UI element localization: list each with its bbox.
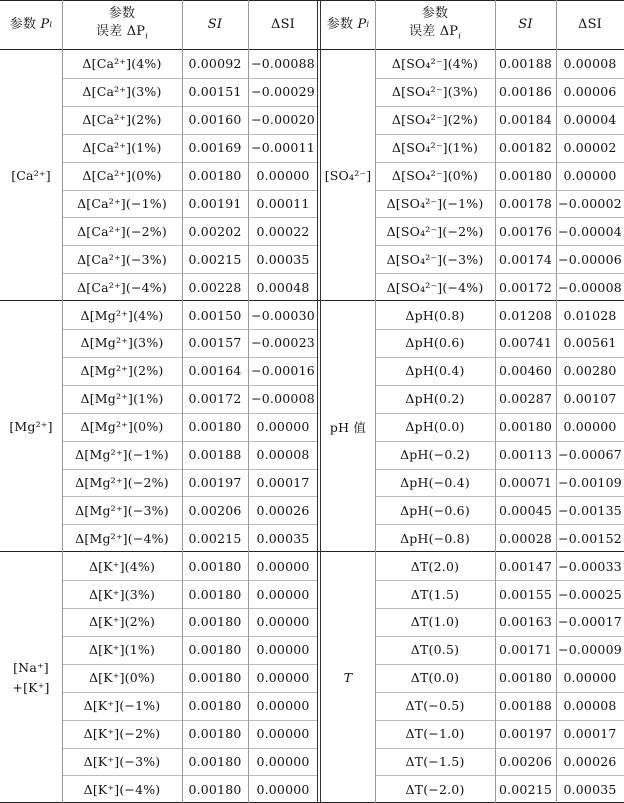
table-cell-right-dsi: 0.00008	[563, 56, 617, 72]
table-cell-right-error: ΔT(1.0)	[410, 614, 460, 630]
table-cell-left-error: Δ[K⁺](−3%)	[83, 753, 161, 769]
table-cell-left-error: Δ[Ca²⁺](0%)	[82, 168, 162, 184]
table-cell-left-dsi: 0.00000	[256, 558, 310, 574]
table-cell-left-si: 0.00172	[188, 391, 242, 407]
table-cell-left-error: Δ[K⁺](4%)	[88, 558, 156, 574]
center-double-divider	[320, 0, 321, 803]
group-label-left: [Ca²⁺]	[11, 167, 51, 183]
table-cell-right-si: 0.00178	[498, 195, 553, 211]
table-cell-left-dsi: −0.00088	[251, 56, 315, 72]
table-cell-right-si: 0.00155	[498, 586, 553, 602]
table-cell-left-si: 0.00180	[188, 558, 242, 574]
header-param-sub: i	[366, 20, 370, 29]
table-cell-left-si: 0.00191	[188, 195, 242, 211]
table-cell-right-si: 0.00180	[498, 670, 553, 686]
table-cell-left-si: 0.00180	[188, 670, 242, 686]
table-cell-right-error: ΔpH(−0.8)	[400, 530, 470, 546]
column-divider	[375, 0, 376, 803]
table-cell-left-dsi: 0.00035	[256, 251, 310, 267]
header-error-line1: 参数	[108, 5, 136, 21]
table-cell-left-error: Δ[Ca²⁺](1%)	[82, 140, 162, 156]
table-cell-left-si: 0.00169	[188, 140, 242, 156]
table-cell-right-dsi: −0.00152	[558, 530, 622, 546]
table-cell-left-si: 0.00180	[188, 642, 242, 658]
table-cell-left-dsi: 0.00048	[256, 279, 310, 295]
table-cell-right-dsi: 0.00004	[563, 112, 617, 128]
table-cell-left-si: 0.00180	[188, 586, 242, 602]
table-cell-right-dsi: 0.00280	[563, 363, 617, 379]
header-param-text: 参数	[326, 17, 354, 32]
table-cell-right-si: 0.00163	[498, 614, 553, 630]
table-cell-right-error: ΔT(0.5)	[410, 642, 460, 658]
header-param-symbol: P	[40, 17, 50, 32]
table-cell-right-dsi: −0.00135	[558, 502, 622, 518]
table-cell-right-dsi: 0.00006	[563, 84, 617, 100]
table-cell-left-error: Δ[Ca²⁺](−4%)	[77, 279, 167, 295]
table-cell-right-dsi: 0.00035	[563, 781, 617, 797]
table-cell-left-si: 0.00188	[188, 447, 242, 463]
table-cell-right-dsi: 0.00002	[563, 140, 617, 156]
table-cell-left-error: Δ[Ca²⁺](2%)	[82, 112, 162, 128]
table-cell-right-error: ΔpH(0.2)	[405, 391, 465, 407]
table-cell-left-dsi: 0.00017	[256, 474, 310, 490]
table-cell-left-si: 0.00180	[188, 614, 242, 630]
table-cell-right-si: 0.00206	[498, 753, 553, 769]
table-cell-left-dsi: 0.00026	[256, 502, 310, 518]
table-cell-right-dsi: 0.00000	[563, 168, 617, 184]
table-cell-left-dsi: 0.00000	[256, 614, 310, 630]
table-cell-left-dsi: −0.00023	[251, 335, 315, 351]
table-cell-left-si: 0.00180	[188, 753, 242, 769]
table-cell-left-dsi: 0.00000	[256, 419, 310, 435]
table-cell-left-error: Δ[K⁺](0%)	[88, 670, 156, 686]
table-cell-left-error: Δ[Mg²⁺](4%)	[80, 307, 164, 323]
header-param-left	[0, 0, 62, 50]
table-cell-right-si: 0.00215	[498, 781, 553, 797]
table-cell-left-error: Δ[Mg²⁺](−1%)	[75, 447, 169, 463]
table-cell-right-si: 0.00182	[498, 140, 553, 156]
table-cell-left-si: 0.00151	[188, 84, 242, 100]
table-cell-left-error: Δ[Ca²⁺](−3%)	[77, 251, 167, 267]
table-cell-left-error: Δ[Mg²⁺](2%)	[80, 363, 164, 379]
table-cell-left-dsi: 0.00008	[256, 447, 310, 463]
table-cell-left-si: 0.00180	[188, 726, 242, 742]
group-label-right: T	[343, 670, 353, 686]
header-error-line1: 参数	[421, 5, 449, 21]
table-cell-left-dsi: 0.00000	[256, 670, 310, 686]
table-cell-right-error: ΔT(−1.5)	[405, 753, 465, 769]
table-cell-left-error: Δ[Ca²⁺](−1%)	[77, 195, 167, 211]
column-divider	[62, 0, 63, 803]
group-label-left: [Mg²⁺]	[9, 418, 53, 434]
table-cell-left-error: Δ[K⁺](−2%)	[83, 726, 161, 742]
table-cell-left-error: Δ[K⁺](−1%)	[83, 698, 161, 714]
table-cell-right-error: ΔpH(−0.6)	[400, 502, 470, 518]
table-cell-left-error: Δ[Mg²⁺](0%)	[80, 419, 164, 435]
header-error-left	[62, 0, 182, 50]
header-error-right	[375, 0, 495, 50]
table-cell-left-si: 0.00206	[188, 502, 242, 518]
table-cell-right-si: 0.00071	[498, 474, 553, 490]
table-cell-right-si: 0.00197	[498, 726, 553, 742]
table-cell-left-error: Δ[Mg²⁺](1%)	[80, 391, 164, 407]
table-cell-right-error: Δ[SO₄²⁻](3%)	[391, 84, 479, 100]
table-cell-left-si: 0.00180	[188, 168, 242, 184]
table-cell-right-dsi: 0.00107	[563, 391, 617, 407]
table-cell-left-dsi: 0.00000	[256, 698, 310, 714]
table-cell-right-error: ΔpH(0.0)	[405, 419, 465, 435]
header-error-line2: 误差 $\Delta P_i$	[408, 23, 462, 41]
table-cell-right-dsi: 0.00000	[563, 419, 617, 435]
table-cell-right-si: 0.00287	[498, 391, 553, 407]
table-cell-right-si: 0.00188	[498, 56, 553, 72]
header-dsi-left: ΔSI	[270, 17, 296, 32]
table-cell-right-error: ΔpH(0.4)	[405, 363, 465, 379]
table-cell-left-dsi: 0.00000	[256, 781, 310, 797]
table-cell-left-dsi: 0.00011	[256, 195, 310, 211]
header-si-left: SI	[207, 17, 223, 32]
table-cell-left-dsi: −0.00011	[251, 140, 315, 156]
table-cell-right-error: Δ[SO₄²⁻](−4%)	[386, 279, 484, 295]
table-cell-right-error: Δ[SO₄²⁻](1%)	[391, 140, 479, 156]
row-divider	[0, 0, 624, 1]
table-cell-left-error: Δ[K⁺](2%)	[88, 614, 156, 630]
table-cell-left-dsi: −0.00030	[251, 307, 315, 323]
table-cell-right-error: Δ[SO₄²⁻](4%)	[391, 56, 479, 72]
table-cell-right-dsi: −0.00017	[558, 614, 622, 630]
table-cell-right-error: ΔT(−1.0)	[405, 726, 465, 742]
header-si-right: SI	[518, 17, 533, 32]
table-cell-left-si: 0.00180	[188, 781, 242, 797]
table-cell-right-error: ΔT(−2.0)	[405, 781, 465, 797]
table-cell-right-si: 0.00172	[498, 279, 553, 295]
table-cell-right-dsi: 0.01028	[563, 307, 617, 323]
table-cell-left-si: 0.00215	[188, 251, 242, 267]
table-cell-right-si: 0.00184	[498, 112, 553, 128]
table-cell-right-dsi: −0.00109	[558, 474, 622, 490]
table-cell-right-si: 0.00180	[498, 168, 553, 184]
column-divider	[495, 0, 496, 803]
table-cell-left-error: Δ[Ca²⁺](3%)	[82, 84, 162, 100]
table-cell-left-error: Δ[Mg²⁺](−3%)	[75, 502, 169, 518]
table-cell-right-dsi: 0.00008	[563, 698, 617, 714]
header-dsi-right: ΔSI	[577, 17, 603, 32]
table-cell-left-si: 0.00180	[188, 419, 242, 435]
table-cell-right-error: ΔpH(0.6)	[405, 335, 465, 351]
table-cell-left-dsi: 0.00000	[256, 586, 310, 602]
table-cell-right-si: 0.00180	[498, 419, 553, 435]
table-cell-right-dsi: 0.00026	[563, 753, 617, 769]
table-cell-left-si: 0.00202	[188, 223, 242, 239]
table-cell-left-si: 0.00164	[188, 363, 242, 379]
table-cell-right-dsi: −0.00006	[558, 251, 622, 267]
table-cell-right-si: 0.00174	[498, 251, 553, 267]
table-cell-left-error: Δ[Mg²⁺](−4%)	[75, 530, 169, 546]
table-cell-left-si: 0.00160	[188, 112, 242, 128]
table-cell-left-si: 0.00092	[188, 56, 242, 72]
table-cell-left-dsi: −0.00020	[251, 112, 315, 128]
table-cell-right-error: Δ[SO₄²⁻](−3%)	[386, 251, 484, 267]
table-cell-left-dsi: 0.00022	[256, 223, 310, 239]
table-cell-right-error: Δ[SO₄²⁻](−1%)	[386, 195, 484, 211]
header-param-sub: i	[49, 20, 53, 29]
table-cell-left-error: Δ[K⁺](3%)	[88, 586, 156, 602]
table-cell-right-error: ΔT(2.0)	[410, 558, 460, 574]
table-cell-right-dsi: −0.00004	[558, 223, 622, 239]
table-cell-right-dsi: 0.00561	[563, 335, 617, 351]
table-cell-right-error: Δ[SO₄²⁻](2%)	[391, 112, 479, 128]
table-cell-right-dsi: −0.00008	[558, 279, 622, 295]
table-cell-right-error: Δ[SO₄²⁻](−2%)	[386, 223, 484, 239]
group-label-left: [Na⁺] +[K⁺]	[12, 659, 50, 695]
table-cell-right-si: 0.00045	[498, 502, 553, 518]
table-cell-right-si: 0.00171	[498, 642, 553, 658]
table-cell-left-dsi: −0.00016	[251, 363, 315, 379]
table-cell-right-error: ΔT(0.0)	[410, 670, 460, 686]
table-cell-left-error: Δ[Ca²⁺](−2%)	[77, 223, 167, 239]
group-label-right: pH 值	[329, 419, 367, 435]
table-cell-right-error: ΔT(−0.5)	[405, 698, 465, 714]
table-cell-left-si: 0.00215	[188, 530, 242, 546]
table-cell-right-si: 0.00186	[498, 84, 553, 100]
table-cell-left-error: Δ[K⁺](1%)	[88, 642, 156, 658]
table-cell-left-dsi: 0.00000	[256, 753, 310, 769]
table-cell-right-si: 0.00147	[498, 558, 553, 574]
table-cell-right-error: ΔpH(−0.4)	[400, 474, 470, 490]
table-cell-left-dsi: 0.00000	[256, 642, 310, 658]
table-cell-right-error: ΔpH(0.8)	[405, 307, 465, 323]
table-cell-right-dsi: −0.00033	[558, 558, 622, 574]
table-cell-right-si: 0.00176	[498, 223, 553, 239]
table-cell-right-error: ΔT(1.5)	[410, 586, 460, 602]
header-param-text: 参数	[9, 17, 37, 32]
table-cell-left-dsi: −0.00008	[251, 391, 315, 407]
table-cell-right-si: 0.00113	[498, 447, 553, 463]
table-cell-left-dsi: 0.00035	[256, 530, 310, 546]
table-cell-right-dsi: −0.00067	[558, 447, 622, 463]
column-divider	[182, 0, 183, 803]
header-param-right	[321, 0, 375, 50]
table-cell-left-error: Δ[Ca²⁺](4%)	[82, 56, 162, 72]
group-label-right: [SO₄²⁻]	[324, 168, 372, 184]
table-cell-left-si: 0.00197	[188, 474, 242, 490]
table-cell-right-dsi: −0.00002	[558, 195, 622, 211]
table-cell-left-error: Δ[K⁺](−4%)	[83, 781, 161, 797]
table-cell-left-si: 0.00157	[188, 335, 242, 351]
table-cell-right-dsi: 0.00000	[563, 670, 617, 686]
table-cell-right-dsi: −0.00009	[558, 642, 622, 658]
table-cell-left-si: 0.00228	[188, 279, 242, 295]
table-cell-right-si: 0.00028	[498, 530, 553, 546]
table-cell-right-si: 0.00741	[498, 335, 553, 351]
table-cell-left-dsi: 0.00000	[256, 168, 310, 184]
table-cell-right-si: 0.01208	[498, 307, 553, 323]
table-cell-right-dsi: 0.00017	[563, 726, 617, 742]
table-cell-left-error: Δ[Mg²⁺](3%)	[80, 335, 164, 351]
column-divider	[556, 0, 557, 803]
table-cell-right-si: 0.00460	[498, 363, 553, 379]
header-param-symbol: P	[357, 17, 367, 32]
center-double-divider	[317, 0, 318, 803]
header-error-line2: 误差 $\Delta P_i$	[95, 23, 149, 41]
table-cell-left-dsi: 0.00000	[256, 726, 310, 742]
column-divider	[248, 0, 249, 803]
table-cell-right-dsi: −0.00025	[558, 586, 622, 602]
table-cell-left-error: Δ[Mg²⁺](−2%)	[75, 474, 169, 490]
table-cell-left-si: 0.00180	[188, 698, 242, 714]
table-cell-left-dsi: −0.00029	[251, 84, 315, 100]
table-cell-right-si: 0.00188	[498, 698, 553, 714]
table-cell-right-error: ΔpH(−0.2)	[400, 447, 470, 463]
table-cell-right-error: Δ[SO₄²⁻](0%)	[391, 168, 479, 184]
table-cell-left-si: 0.00150	[188, 307, 242, 323]
